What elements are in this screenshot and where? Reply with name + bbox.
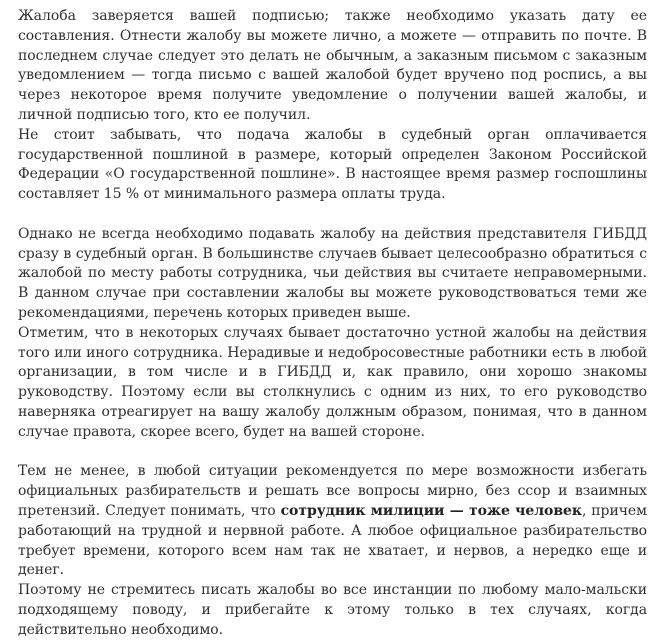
paragraph-complaint-at-workplace: Однако не всегда необходимо подавать жалобу на действия представителя ГИБДД сразу в судебный орган. В большинстве случаев бывает целесообразно обратиться с жалобой по месту работы сотрудника, чьи действия вы считаете неправомерными. В данном случае при составлении жалобы вы можете руководствоваться теми же рекомендациями, перечень которых приведен выше. <box>18 225 647 321</box>
paragraph-text: , причем работающий на трудной и нервной работе. А любое официальное разбирательство требует времени, которого всем нам так не хватает, и нервов, а нередко еще и денег. <box>18 502 647 579</box>
paragraph-gap <box>18 205 647 225</box>
paragraph-avoid-disputes <box>18 462 647 581</box>
paragraph-conclusion: Поэтому не стремитесь писать жалобы во все инстанции по любому мало-мальски подходящему поводу, и прибегайте к этому только в тех случаях, когда действительно необходимо. <box>18 582 647 638</box>
paragraph-text: Тем не менее, в любой ситуации рекомендуется по мере возможности избегать официальных разбирательств и решать все вопросы мирно, без ссор и взаимных претензий. Следует понимать, что <box>18 463 647 519</box>
bold-phrase: сотрудник милиции — тоже человек <box>280 502 582 519</box>
paragraph-signature-and-mail: Жалоба заверяется вашей подписью; также необходимо указать дату ее составления. Отнести жалобу вы можете лично, а можете — отправить по почте. В последнем случае следует это делать не обычным, а заказным письмом с заказным уведомлением — тогда письмо с вашей жалобой будет вручено под роспись, а вы через некоторое время получите уведомление о получении вашей жалобы, и личной подписью того, кто ее получил. <box>18 8 647 123</box>
paragraph-gap <box>18 443 647 463</box>
paragraph-oral-complaint: Отметим, что в некоторых случаях бывает достаточно устной жалобы на действия того или иного сотрудника. Нерадивые и недобросовестные работники есть в любой организации, в том числе и в ГИБДД и, как правило, они хорошо знакомы руководству. Поэтому если вы столкнулись с одним из них, то его руководство наверняка отреагирует на вашу жалобу должным образом, понимая, что в данном случае правота, скорее всего, будет на вашей стороне. <box>18 324 647 440</box>
paragraph-state-duty: Не стоит забывать, что подача жалобы в судебный орган оплачивается государственной пошлиной в размере, который определен Законом Российской Федерации «О государственной пошлине». В настоящее время размер госпошлины составляет 15 % от минимального размера оплаты труда. <box>18 126 647 203</box>
